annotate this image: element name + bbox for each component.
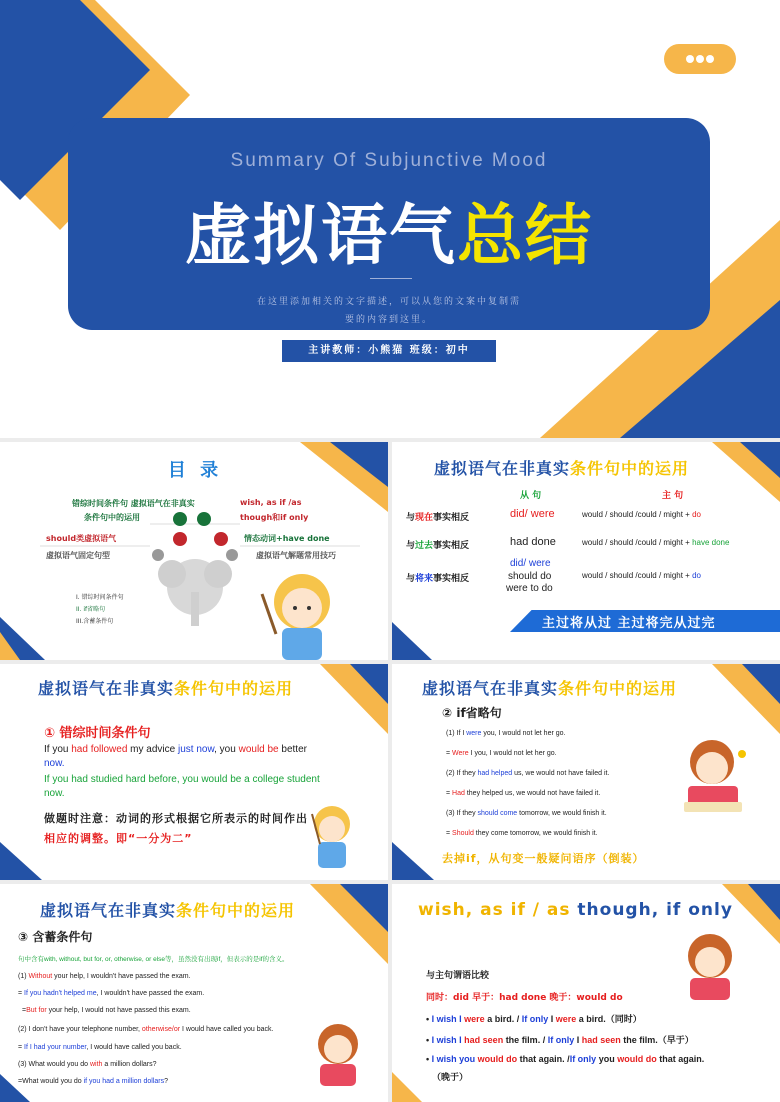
toc-right-2[interactable]: 情态动词+have done bbox=[244, 534, 330, 543]
implicit-line: =But for your help, I would not have passed this exam. bbox=[22, 1007, 191, 1014]
slide-title: 虚拟语气在非真实条件句中的运用 bbox=[434, 459, 690, 478]
example-1-tail: now. bbox=[44, 758, 65, 769]
thinking-girl-illustration bbox=[0, 884, 388, 1102]
time-rule: 同时：did 早于：had done 晚于：would do bbox=[426, 993, 623, 1003]
desc-1: 在这里添加相关的文字描述，可以从您的文案中复制需 bbox=[256, 297, 521, 307]
teacher-illustration bbox=[0, 664, 388, 880]
divider bbox=[370, 278, 412, 279]
row-label: 与将来事实相反 bbox=[406, 573, 470, 583]
subtitle-en: Summary Of Subjunctive Mood bbox=[230, 150, 548, 171]
toc-title: 目 录 bbox=[167, 460, 223, 481]
row-if: did/ were bbox=[510, 558, 551, 569]
girl-illustration bbox=[0, 442, 388, 660]
toc-right-1b[interactable]: though和if only bbox=[240, 513, 309, 522]
toc-left-1a[interactable]: 错综时间条件句 虚拟语气在非真实 bbox=[72, 499, 195, 508]
section-heading: ② if省略句 bbox=[442, 706, 502, 720]
wish-bullet: • I wish I were a bird. / If only I were a bird.（同时） bbox=[426, 1014, 642, 1024]
col-main: 主 句 bbox=[662, 491, 684, 501]
if-omit-slide bbox=[392, 664, 780, 880]
wish-bullet-tail: （晚于） bbox=[432, 1072, 469, 1082]
list-item: III.含蓄条件句 bbox=[76, 618, 114, 625]
row-main: would / should /could / might + do bbox=[582, 510, 701, 519]
list-item: II. if省略句 bbox=[76, 606, 106, 613]
example-2: If you had studied hard before, you would be a college student bbox=[44, 774, 320, 785]
menu-pill[interactable] bbox=[664, 44, 736, 74]
row-if: did/ were bbox=[510, 508, 555, 520]
table-slide bbox=[392, 442, 780, 660]
cover-slide bbox=[0, 0, 780, 438]
implicit-line: (2) I don't have your telephone number, otherwise/or I would have called you back. bbox=[18, 1026, 274, 1033]
toc-slide bbox=[0, 442, 388, 660]
example-2-tail: now. bbox=[44, 788, 65, 799]
dots-icon bbox=[686, 55, 694, 63]
row-if: should do bbox=[508, 571, 552, 582]
slogan: 去掉if，从句变一般疑问语序（倒装） bbox=[442, 852, 645, 865]
if-line: = Should they come tomorrow, we would finish it. bbox=[446, 830, 598, 837]
slide-title: 虚拟语气在非真实条件句中的运用 bbox=[40, 901, 296, 920]
toc-left-1b[interactable]: 条件句中的运用 bbox=[84, 513, 140, 522]
toc-left-3[interactable]: 虚拟语气固定句型 bbox=[46, 551, 110, 560]
row-label: 与过去事实相反 bbox=[406, 540, 470, 550]
girl-question-illustration bbox=[392, 884, 780, 1102]
implicit-line: =What would you do if you had a million dollars? bbox=[18, 1078, 169, 1085]
implicit-slide bbox=[0, 884, 388, 1102]
note-1: 做题时注意：动词的形式根据它所表示的时间作出 bbox=[44, 812, 308, 825]
toc-right-1a[interactable]: wish, as if /as bbox=[240, 498, 302, 507]
wish-bullet: • I wish you would do that again. /If only you would do that again. bbox=[426, 1054, 705, 1064]
col-if: 从 句 bbox=[520, 491, 542, 501]
title-yellow: 总结 bbox=[457, 197, 593, 274]
row-label: 与现在事实相反 bbox=[406, 512, 470, 522]
if-line: (2) If they had helped us, we would not have failed it. bbox=[446, 770, 610, 777]
implicit-line: (1) Without your help, I wouldn't have passed the exam. bbox=[18, 973, 191, 980]
mixed-time-slide bbox=[0, 664, 388, 880]
list-item: I. 错综时间条件句 bbox=[76, 594, 124, 601]
if-line: (3) If they should come tomorrow, we would finish it. bbox=[446, 810, 607, 817]
desc-2: 要的内容到这里。 bbox=[344, 315, 433, 325]
slide-title: 虚拟语气在非真实条件句中的运用 bbox=[422, 679, 678, 698]
toc-left-2[interactable]: should类虚拟语气 bbox=[46, 534, 117, 543]
slide-title: wish, as if / as though, if only bbox=[418, 900, 733, 920]
example-1: If you had followed my advice just now, you would be better bbox=[44, 744, 307, 755]
implicit-line: = If I had your number, I would have called you back. bbox=[18, 1044, 182, 1051]
slide-title: 虚拟语气在非真实条件句中的运用 bbox=[38, 679, 294, 698]
implicit-line: (3) What would you do with a million dollars? bbox=[18, 1061, 157, 1068]
reading-girl-illustration bbox=[392, 664, 780, 880]
wish-bullet: • I wish I had seen the film. / If only I had seen the film.（早于） bbox=[426, 1035, 694, 1045]
title-white: 虚拟语气 bbox=[185, 197, 457, 274]
cover-title bbox=[68, 182, 710, 277]
toc-right-3[interactable]: 虚拟语气解题常用技巧 bbox=[256, 551, 336, 560]
compare-label: 与主句谓语比较 bbox=[426, 971, 490, 981]
intro: 句中含有with, without, but for, or, otherwise, or else等，虽然没有出现if，但表示的是if的含义。 bbox=[18, 956, 289, 963]
section-heading: ① 错综时间条件句 bbox=[44, 726, 151, 741]
slogan: 主过将从过 主过将完从过完 bbox=[542, 616, 716, 631]
if-line: = Had they helped us, we would not have failed it. bbox=[446, 790, 601, 797]
row-if: had done bbox=[510, 536, 556, 548]
teacher-bar: 主讲教师：小熊猫 班级：初中 bbox=[282, 340, 496, 362]
note-2: 相应的调整。即“一分为二” bbox=[44, 832, 193, 845]
wish-slide bbox=[392, 884, 780, 1102]
row-if: were to do bbox=[506, 583, 553, 594]
row-main: would / should /could / might + do bbox=[582, 571, 701, 580]
if-line: = Were I you, I would not let her go. bbox=[446, 750, 557, 757]
implicit-line: = If you hadn't helped me, I wouldn't have passed the exam. bbox=[18, 990, 205, 997]
row-main: would / should /could / might + have done bbox=[582, 538, 730, 547]
if-line: (1) If I were you, I would not let her go. bbox=[446, 730, 566, 737]
section-heading: ③ 含蓄条件句 bbox=[18, 930, 93, 944]
